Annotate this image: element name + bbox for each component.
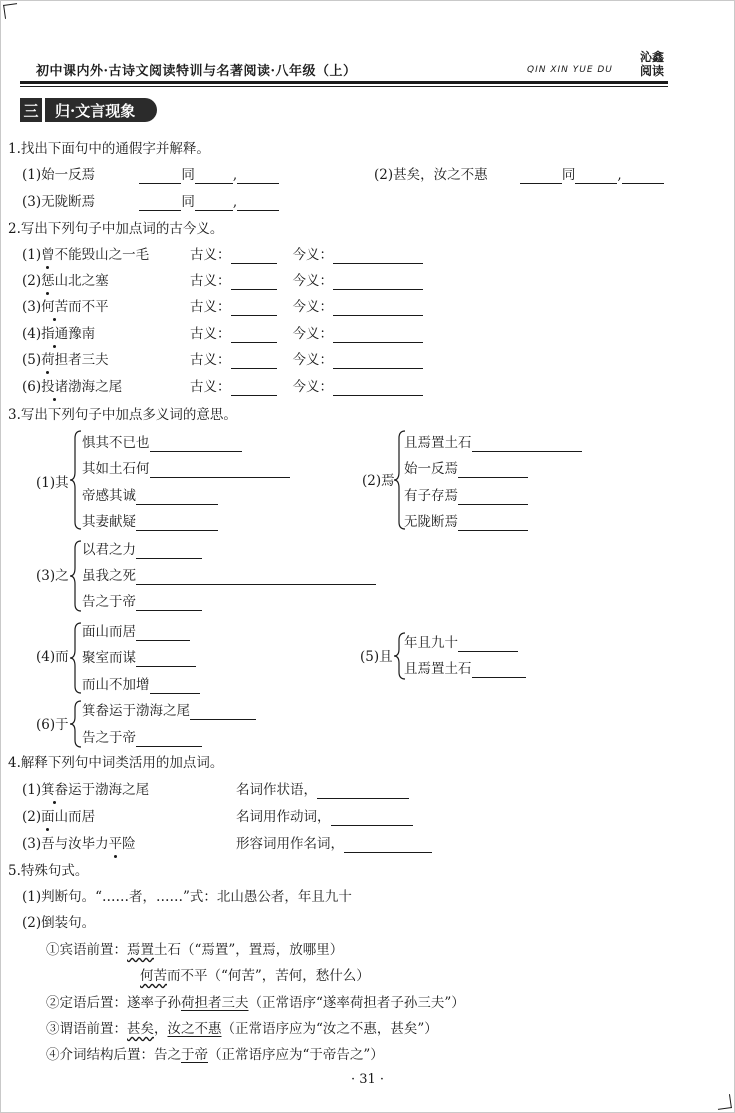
dotted-word: 平 (108, 836, 123, 852)
item-rest: 不能毁山之一毛 (54, 247, 150, 263)
sentence-text: 始一反焉 (404, 461, 458, 477)
answer-blank[interactable] (575, 170, 617, 184)
answer-blank[interactable] (231, 329, 277, 343)
jin-label: 今义： (292, 247, 333, 263)
dotted-word: 曾 (41, 247, 55, 263)
item-prefix: (3) (22, 299, 42, 315)
q5-predicate (46, 1020, 438, 1038)
header-title: 初中课内外·古诗文阅读特训与名著阅读·八年级（上） (36, 64, 357, 79)
corner-mark (716, 1094, 732, 1110)
q3-group-label: (6)于 (36, 717, 69, 733)
gu-label: 古义： (190, 273, 231, 289)
sentence-text: 无陇断焉 (404, 514, 458, 530)
sentence-text: 年且九十 (404, 635, 458, 651)
q2-answer-row (190, 298, 423, 316)
item-prefix: (1) (22, 247, 42, 263)
brace (70, 622, 82, 694)
answer-blank[interactable] (231, 302, 277, 316)
sentence-text: 且焉置土石 (404, 435, 472, 451)
item-prefix: (2) (22, 809, 42, 825)
q4-item (22, 808, 95, 826)
answer-blank[interactable] (333, 250, 423, 264)
q2-answer-row (190, 272, 423, 290)
answer-blank[interactable] (231, 276, 277, 290)
jin-label: 今义： (292, 299, 333, 315)
usage-type: 形容词用作名词， (236, 836, 344, 852)
answer-blank[interactable] (237, 170, 279, 184)
comma: ， (154, 1021, 168, 1037)
sentence-text: 其如土石何 (82, 461, 150, 477)
usage-type: 名词作状语， (236, 782, 317, 798)
q3-sentence (404, 460, 528, 478)
answer-blank[interactable] (136, 653, 196, 667)
item-prefix: (6) (22, 379, 42, 395)
item-rest: 豫南 (68, 326, 96, 342)
q2-item (22, 378, 122, 396)
answer-blank[interactable] (139, 197, 181, 211)
q3-sentence (404, 434, 582, 452)
question-3-title: 3.写出下列句子中加点多义词的意思。 (8, 407, 237, 423)
answer-blank[interactable] (150, 438, 242, 452)
answer-blank[interactable] (317, 785, 409, 799)
question-4-title: 4.解释下列句中词类活用的加点词。 (8, 755, 224, 771)
item-prefix: (1) (22, 782, 42, 798)
sentence-text: 惧其不已也 (82, 435, 150, 451)
item-rest: 渤海之尾 (68, 379, 123, 395)
q5-preposition (46, 1046, 384, 1064)
marked-word: 汝之不惠 (167, 1021, 222, 1037)
comma: , (232, 194, 238, 210)
q3-sentence (82, 434, 242, 452)
item-prefix: (2) (22, 273, 42, 289)
marked-word: 荷担者三夫 (181, 995, 249, 1011)
brand-bottom: 阅读 (639, 64, 664, 78)
item-prefix: (3)吾与汝毕力 (22, 836, 109, 852)
answer-blank[interactable] (237, 197, 279, 211)
sentence-text: 其妻献疑 (82, 514, 136, 530)
jin-label: 今义： (292, 379, 333, 395)
q2-item (22, 272, 109, 290)
q1-item-text: (1)始一反焉 (22, 167, 96, 183)
marked-word: 焉置 (127, 942, 154, 958)
q4-answer (236, 781, 409, 799)
marked-word: 于帝 (181, 1047, 208, 1063)
sentence-text: 帝感其诚 (82, 488, 136, 504)
q5-attributive (46, 994, 465, 1012)
q2-item (22, 351, 109, 369)
q5-inversion-title: (2)倒装句。 (22, 915, 96, 931)
answer-blank[interactable] (195, 197, 233, 211)
item-prefix: (5) (22, 352, 42, 368)
q2-answer-row (190, 246, 423, 264)
same-label: 同 (561, 167, 576, 183)
q3-sentence (82, 460, 290, 478)
answer-blank[interactable] (136, 571, 376, 585)
page-header (20, 50, 668, 82)
q5-judgment: (1)判断句。“……者，……”式：北山愚公者，年且九十 (22, 889, 352, 905)
corner-mark (3, 3, 19, 19)
answer-blank[interactable] (333, 355, 423, 369)
dotted-word: 何苦 (41, 299, 69, 315)
explanation: 土石（“焉置”，置焉，放哪里） (154, 942, 344, 958)
answer-blank[interactable] (139, 170, 181, 184)
header-pinyin: QIN XIN YUE DU (527, 65, 613, 75)
brace (70, 700, 82, 748)
same-label: 同 (181, 167, 195, 183)
q1-item-text: (2)甚矣，汝之不惠 (374, 167, 488, 183)
sentence-text: 面山而居 (82, 624, 136, 640)
q3-sentence (82, 623, 190, 641)
dotted-word: 荷 (41, 352, 55, 368)
marked-word: 甚矣 (127, 1021, 154, 1037)
q5-object-a (46, 941, 343, 959)
item-rest: 山北之塞 (54, 273, 109, 289)
answer-blank[interactable] (333, 276, 423, 290)
dotted-word: 箕畚 (41, 782, 69, 798)
q2-item (22, 298, 109, 316)
item-rest: 山而居 (54, 809, 96, 825)
q1-item-2 (374, 166, 664, 184)
explanation: （正常语序应为“汝之不惠，甚矣”） (221, 1021, 438, 1037)
gu-label: 古义： (190, 247, 231, 263)
explanation: 而不平（“何苦”，苦何，愁什么） (167, 968, 370, 984)
answer-blank[interactable] (231, 355, 277, 369)
answer-blank[interactable] (458, 464, 528, 478)
gu-label: 古义： (190, 379, 231, 395)
q3-sentence (404, 513, 528, 531)
same-label: 同 (181, 194, 195, 210)
q3-group-label: (2)焉 (362, 473, 395, 489)
q3-sentence (82, 649, 196, 667)
q4-item (22, 781, 149, 799)
sentence-text: 有子存焉 (404, 488, 458, 504)
item-prefix: (4) (22, 326, 42, 342)
marked-word: 何苦 (140, 968, 167, 984)
jin-label: 今义： (292, 273, 333, 289)
q4-item (22, 835, 136, 853)
q4-answer (236, 808, 413, 826)
sentence-text: 告之于帝 (82, 730, 136, 746)
brace (70, 430, 82, 530)
q3-sentence (82, 487, 218, 505)
answer-blank[interactable] (136, 597, 202, 611)
q2-answer-row (190, 378, 423, 396)
answer-blank[interactable] (333, 382, 423, 396)
usage-type: 名词用作动词， (236, 809, 331, 825)
jin-label: 今义： (292, 326, 333, 342)
q2-item (22, 246, 149, 264)
comma: , (617, 167, 622, 183)
answer-blank[interactable] (136, 517, 218, 531)
sentence-text: 以君之力 (82, 542, 136, 558)
answer-blank[interactable] (150, 680, 200, 694)
label: ④介词结构后置：告之 (46, 1047, 181, 1063)
sentence-text: 箕畚运于渤海之尾 (82, 703, 190, 719)
section-number: 三 (20, 98, 42, 122)
q3-sentence (82, 729, 202, 747)
answer-blank[interactable] (190, 706, 256, 720)
question-5-title: 5.特殊句式。 (8, 863, 89, 879)
q3-sentence (82, 702, 256, 720)
q3-sentence (82, 593, 202, 611)
item-rest: 险 (122, 836, 136, 852)
item-rest: 运于渤海之尾 (68, 782, 150, 798)
explanation: （正常语序应为“于帝告之”） (208, 1047, 384, 1063)
q2-answer-row (190, 351, 423, 369)
q3-sentence (404, 487, 528, 505)
q5-object-b (140, 967, 370, 985)
header-rule (20, 86, 668, 87)
dotted-word: 投诸 (41, 379, 69, 395)
jin-label: 今义： (292, 352, 333, 368)
sentence-text: 而山不加增 (82, 677, 150, 693)
item-rest: 担者三夫 (54, 352, 109, 368)
brace (70, 540, 82, 612)
sentence-text: 且焉置土石 (404, 661, 472, 677)
answer-blank[interactable] (333, 302, 423, 316)
answer-blank[interactable] (331, 812, 413, 826)
answer-blank[interactable] (136, 733, 202, 747)
dotted-word: 指通 (41, 326, 69, 342)
answer-blank[interactable] (520, 170, 562, 184)
label: ③谓语前置： (46, 1021, 127, 1037)
answer-blank[interactable] (472, 664, 526, 678)
q3-sentence (82, 513, 218, 531)
label: ①宾语前置： (46, 942, 127, 958)
item-rest: 而不平 (68, 299, 109, 315)
gu-label: 古义： (190, 326, 231, 342)
q2-item (22, 325, 95, 343)
q3-sentence (82, 676, 200, 694)
answer-blank[interactable] (136, 491, 218, 505)
q1-item-1 (22, 166, 279, 184)
gu-label: 古义： (190, 352, 231, 368)
sentence-text: 告之于帝 (82, 594, 136, 610)
q1-item-3 (22, 193, 279, 211)
q3-sentence (82, 541, 202, 559)
q3-sentence (82, 567, 376, 585)
section-title: 归·文言现象 (45, 98, 157, 122)
q3-group-label: (4)而 (36, 649, 69, 665)
answer-blank[interactable] (195, 170, 233, 184)
comma: , (232, 167, 238, 183)
answer-blank[interactable] (458, 517, 528, 531)
answer-blank[interactable] (136, 627, 190, 641)
q3-sentence (404, 660, 526, 678)
q3-group-label: (5)且 (360, 649, 393, 665)
gu-label: 古义： (190, 299, 231, 315)
q2-answer-row (190, 325, 423, 343)
q4-answer (236, 835, 432, 853)
q3-sentence (404, 634, 518, 652)
answer-blank[interactable] (150, 464, 290, 478)
dotted-word: 惩 (41, 273, 55, 289)
answer-blank[interactable] (472, 438, 582, 452)
question-2-title: 2.写出下列句子中加点词的古今义。 (8, 221, 224, 237)
brand-logo (632, 50, 672, 78)
answer-blank[interactable] (231, 250, 277, 264)
header-rule (20, 81, 668, 84)
answer-blank[interactable] (458, 638, 518, 652)
answer-blank[interactable] (231, 382, 277, 396)
sentence-text: 聚室而谋 (82, 650, 136, 666)
sentence-text: 虽我之死 (82, 568, 136, 584)
page-number: · 31 · (350, 1072, 385, 1087)
answer-blank[interactable] (622, 170, 664, 184)
question-1-title: 1.找出下面句中的通假字并解释。 (8, 141, 210, 157)
answer-blank[interactable] (333, 329, 423, 343)
dotted-word: 面 (41, 809, 55, 825)
q3-group-label: (3)之 (36, 568, 69, 584)
answer-blank[interactable] (344, 839, 432, 853)
explanation: （正常语序“遂率荷担者子孙三夫”） (248, 995, 465, 1011)
answer-blank[interactable] (136, 545, 202, 559)
section-banner (20, 98, 157, 122)
label: ②定语后置：遂率子孙 (46, 995, 181, 1011)
answer-blank[interactable] (458, 491, 528, 505)
q3-group-label: (1)其 (36, 475, 69, 491)
brand-top: 沁鑫 (639, 50, 664, 64)
q1-item-text: (3)无陇断焉 (22, 194, 96, 210)
